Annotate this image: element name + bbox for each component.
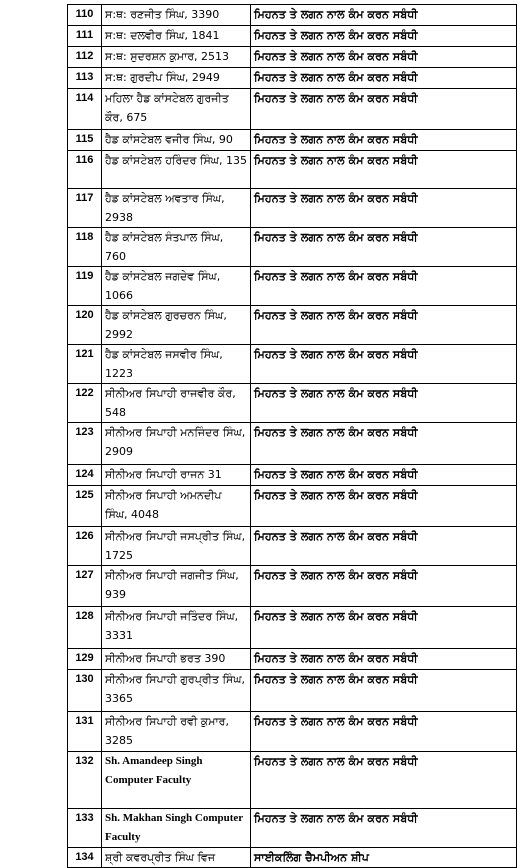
- recipient-name: ਮਹਿਲਾ ਹੈਡ ਕਾਂਸਟੇਬਲ ਗੁਰਜੀਤ ਕੌਰ, 675: [102, 89, 251, 130]
- table-row: [68, 130, 517, 151]
- award-reason: ਮਿਹਨਤ ਤੇ ਲਗਨ ਨਾਲ ਕੰਮ ਕਰਨ ਸਬੰਧੀ: [251, 752, 517, 809]
- serial-number: 131: [68, 712, 102, 752]
- serial-number: 126: [68, 527, 102, 566]
- recipient-name: ਸੀਨੀਅਰ ਸਿਪਾਹੀ ਜਤਿੰਦਰ ਸਿੰਘ, 3331: [102, 607, 251, 649]
- recipient-name: ਸੀਨੀਅਰ ਸਿਪਾਹੀ ਜਗਜੀਤ ਸਿੰਘ, 939: [102, 566, 251, 607]
- recipient-name: ਸੀਨੀਅਰ ਸਿਪਾਹੀ ਭਰਤ 390: [102, 649, 251, 670]
- award-reason: ਮਿਹਨਤ ਤੇ ਲਗਨ ਨਾਲ ਕੰਮ ਕਰਨ ਸਬੰਧੀ: [251, 607, 517, 649]
- award-reason: ਮਿਹਨਤ ਤੇ ਲਗਨ ਨਾਲ ਕੰਮ ਕਰਨ ਸਬੰਧੀ: [251, 151, 517, 189]
- recipient-name: ਹੈਡ ਕਾਂਸਟੇਬਲ ਗੁਰਚਰਨ ਸਿੰਘ, 2992: [102, 306, 251, 345]
- awards-table-body: [68, 5, 517, 868]
- table-row: [68, 26, 517, 47]
- award-reason: ਮਿਹਨਤ ਤੇ ਲਗਨ ਨਾਲ ਕੰਮ ਕਰਨ ਸਬੰਧੀ: [251, 306, 517, 345]
- award-reason: ਮਿਹਨਤ ਤੇ ਲਗਨ ਨਾਲ ਕੰਮ ਕਰਨ ਸਬੰਧੀ: [251, 68, 517, 89]
- recipient-name: ਹੈਡ ਕਾਂਸਟੇਬਲ ਸੰਤਪਾਲ ਸਿੰਘ, 760: [102, 228, 251, 267]
- recipient-name: ਸੀਨੀਅਰ ਸਿਪਾਹੀ ਰਾਜਨ 31: [102, 465, 251, 486]
- table-row: [68, 809, 517, 848]
- table-row: [68, 68, 517, 89]
- award-reason: ਮਿਹਨਤ ਤੇ ਲਗਨ ਨਾਲ ਕੰਮ ਕਰਨ ਸਬੰਧੀ: [251, 486, 517, 527]
- serial-number: 133: [68, 809, 102, 848]
- award-reason: ਮਿਹਨਤ ਤੇ ਲਗਨ ਨਾਲ ਕੰਮ ਕਰਨ ਸਬੰਧੀ: [251, 89, 517, 130]
- serial-number: 127: [68, 566, 102, 607]
- recipient-name: ਹੈਡ ਕਾਂਸਟੇਬਲ ਵਜੀਰ ਸਿੰਘ, 90: [102, 130, 251, 151]
- recipient-name: ਸੀਨੀਅਰ ਸਿਪਾਹੀ ਰਾਜਵੀਰ ਕੌਰ, 548: [102, 384, 251, 423]
- table-row: [68, 189, 517, 228]
- table-row: [68, 465, 517, 486]
- award-reason: ਮਿਹਨਤ ਤੇ ਲਗਨ ਨਾਲ ਕੰਮ ਕਰਨ ਸਬੰਧੀ: [251, 423, 517, 465]
- recipient-name: ਸ:ਥ: ਦਲਵੀਰ ਸਿੰਘ, 1841: [102, 26, 251, 47]
- awards-table: [67, 4, 517, 868]
- table-row: [68, 89, 517, 130]
- award-reason: ਮਿਹਨਤ ਤੇ ਲਗਨ ਨਾਲ ਕੰਮ ਕਰਨ ਸਬੰਧੀ: [251, 228, 517, 267]
- table-row: [68, 47, 517, 68]
- award-reason: ਮਿਹਨਤ ਤੇ ਲਗਨ ਨਾਲ ਕੰਮ ਕਰਨ ਸਬੰਧੀ: [251, 26, 517, 47]
- table-row: [68, 5, 517, 26]
- serial-number: 123: [68, 423, 102, 465]
- award-reason: ਮਿਹਨਤ ਤੇ ਲਗਨ ਨਾਲ ਕੰਮ ਕਰਨ ਸਬੰਧੀ: [251, 5, 517, 26]
- recipient-name: ਸੀਨੀਅਰ ਸਿਪਾਹੀ ਰਵੀ ਕੁਮਾਰ, 3285: [102, 712, 251, 752]
- recipient-name: ਸੀਨੀਅਰ ਸਿਪਾਹੀ ਗੁਰਪ੍ਰੀਤ ਸਿੰਘ, 3365: [102, 670, 251, 712]
- serial-number: 120: [68, 306, 102, 345]
- serial-number: 111: [68, 26, 102, 47]
- recipient-name: ਹੈਡ ਕਾਂਸਟੇਬਲ ਅਵਤਾਰ ਸਿੰਘ, 2938: [102, 189, 251, 228]
- table-row: [68, 228, 517, 267]
- serial-number: 110: [68, 5, 102, 26]
- recipient-name: ਸ:ਥ: ਸੁਦਰਸ਼ਨ ਕੁਮਾਰ, 2513: [102, 47, 251, 68]
- serial-number: 130: [68, 670, 102, 712]
- award-reason: ਮਿਹਨਤ ਤੇ ਲਗਨ ਨਾਲ ਕੰਮ ਕਰਨ ਸਬੰਧੀ: [251, 465, 517, 486]
- award-reason: ਸਾਈਕਲਿੰਗ ਚੈਮਪੀਅਨ ਸ਼ੀਪ: [251, 848, 517, 868]
- table-row: [68, 649, 517, 670]
- serial-number: 122: [68, 384, 102, 423]
- award-reason: ਮਿਹਨਤ ਤੇ ਲਗਨ ਨਾਲ ਕੰਮ ਕਰਨ ਸਬੰਧੀ: [251, 649, 517, 670]
- serial-number: 129: [68, 649, 102, 670]
- award-reason: ਮਿਹਨਤ ਤੇ ਲਗਨ ਨਾਲ ਕੰਮ ਕਰਨ ਸਬੰਧੀ: [251, 712, 517, 752]
- recipient-name: ਸ:ਥ: ਰਣਜੀਤ ਸਿੰਘ, 3390: [102, 5, 251, 26]
- table-row: [68, 712, 517, 752]
- award-reason: ਮਿਹਨਤ ਤੇ ਲਗਨ ਨਾਲ ਕੰਮ ਕਰਨ ਸਬੰਧੀ: [251, 345, 517, 384]
- award-reason: ਮਿਹਨਤ ਤੇ ਲਗਨ ਨਾਲ ਕੰਮ ਕਰਨ ਸਬੰਧੀ: [251, 670, 517, 712]
- award-reason: ਮਿਹਨਤ ਤੇ ਲਗਨ ਨਾਲ ਕੰਮ ਕਰਨ ਸਬੰਧੀ: [251, 267, 517, 306]
- award-reason: ਮਿਹਨਤ ਤੇ ਲਗਨ ਨਾਲ ਕੰਮ ਕਰਨ ਸਬੰਧੀ: [251, 809, 517, 848]
- table-row: [68, 486, 517, 527]
- recipient-name: ਹੈਡ ਕਾਂਸਟੇਬਲ ਜਗਦੇਵ ਸਿੰਘ, 1066: [102, 267, 251, 306]
- award-reason: ਮਿਹਨਤ ਤੇ ਲਗਨ ਨਾਲ ਕੰਮ ਕਰਨ ਸਬੰਧੀ: [251, 130, 517, 151]
- table-row: [68, 848, 517, 868]
- serial-number: 124: [68, 465, 102, 486]
- table-row: [68, 527, 517, 566]
- award-reason: ਮਿਹਨਤ ਤੇ ਲਗਨ ਨਾਲ ਕੰਮ ਕਰਨ ਸਬੰਧੀ: [251, 189, 517, 228]
- serial-number: 112: [68, 47, 102, 68]
- serial-number: 113: [68, 68, 102, 89]
- recipient-name: ਸੀਨੀਅਰ ਸਿਪਾਹੀ ਮਨਜਿੰਦਰ ਸਿੰਘ, 2909: [102, 423, 251, 465]
- award-reason: ਮਿਹਨਤ ਤੇ ਲਗਨ ਨਾਲ ਕੰਮ ਕਰਨ ਸਬੰਧੀ: [251, 47, 517, 68]
- serial-number: 114: [68, 89, 102, 130]
- serial-number: 121: [68, 345, 102, 384]
- award-reason: ਮਿਹਨਤ ਤੇ ਲਗਨ ਨਾਲ ਕੰਮ ਕਰਨ ਸਬੰਧੀ: [251, 566, 517, 607]
- award-reason: ਮਿਹਨਤ ਤੇ ਲਗਨ ਨਾਲ ਕੰਮ ਕਰਨ ਸਬੰਧੀ: [251, 384, 517, 423]
- serial-number: 117: [68, 189, 102, 228]
- table-row: [68, 345, 517, 384]
- table-row: [68, 267, 517, 306]
- recipient-name: Sh. Amandeep Singh Computer Faculty: [102, 752, 251, 809]
- table-row: [68, 306, 517, 345]
- table-row: [68, 752, 517, 809]
- serial-number: 119: [68, 267, 102, 306]
- recipient-name: ਸ਼੍ਰੀ ਕਵਰਪ੍ਰੀਤ ਸਿੰਘ ਵਿਜ: [102, 848, 251, 868]
- serial-number: 134: [68, 848, 102, 868]
- award-reason: ਮਿਹਨਤ ਤੇ ਲਗਨ ਨਾਲ ਕੰਮ ਕਰਨ ਸਬੰਧੀ: [251, 527, 517, 566]
- serial-number: 125: [68, 486, 102, 527]
- recipient-name: ਹੈਡ ਕਾਂਸਟੇਬਲ ਹਰਿੰਦਰ ਸਿੰਘ, 135: [102, 151, 251, 189]
- recipient-name: Sh. Makhan Singh Computer Faculty: [102, 809, 251, 848]
- recipient-name: ਸ:ਥ: ਗੁਰਦੀਪ ਸਿੰਘ, 2949: [102, 68, 251, 89]
- serial-number: 128: [68, 607, 102, 649]
- table-row: [68, 607, 517, 649]
- table-row: [68, 151, 517, 189]
- serial-number: 115: [68, 130, 102, 151]
- table-row: [68, 423, 517, 465]
- table-row: [68, 566, 517, 607]
- recipient-name: ਸੀਨੀਅਰ ਸਿਪਾਹੀ ਅਮਨਦੀਪ ਸਿੰਘ, 4048: [102, 486, 251, 527]
- serial-number: 116: [68, 151, 102, 189]
- recipient-name: ਹੈਡ ਕਾਂਸਟੇਬਲ ਜਸਵੀਰ ਸਿੰਘ, 1223: [102, 345, 251, 384]
- serial-number: 132: [68, 752, 102, 809]
- serial-number: 118: [68, 228, 102, 267]
- table-row: [68, 384, 517, 423]
- recipient-name: ਸੀਨੀਅਰ ਸਿਪਾਹੀ ਜਸਪ੍ਰੀਤ ਸਿੰਘ, 1725: [102, 527, 251, 566]
- table-row: [68, 670, 517, 712]
